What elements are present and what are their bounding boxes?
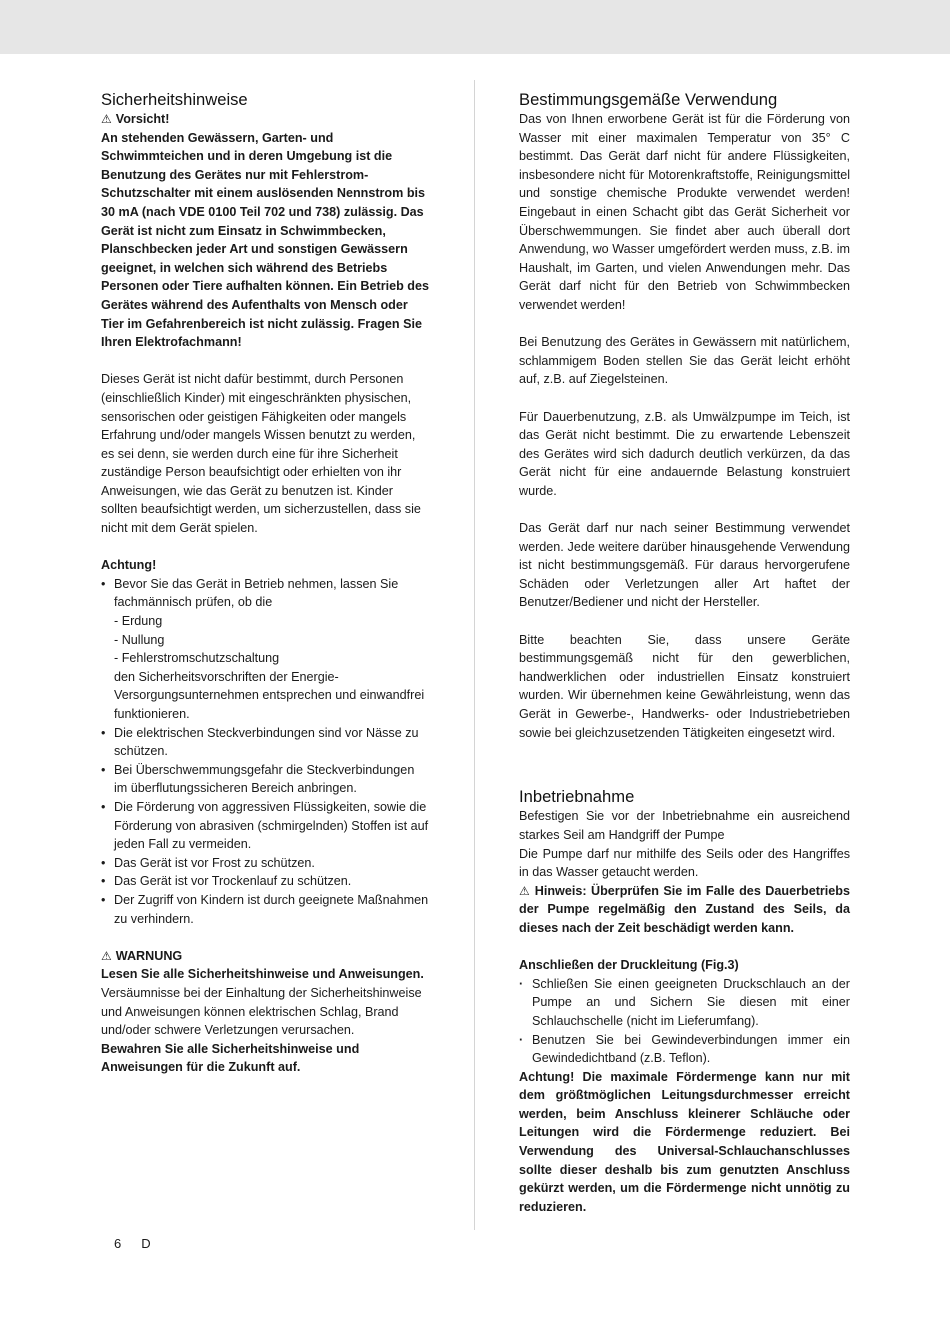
warning-final: Bewahren Sie alle Sicherheitshinweise und Anweisungen für die Zukunft auf.	[101, 1041, 360, 1075]
right-column	[519, 90, 850, 1216]
column-divider	[474, 80, 475, 1230]
sub-item: - Nullung	[114, 632, 165, 647]
warning-bold-text: Lesen Sie alle Sicherheitshinweise und Anweisungen.	[101, 967, 424, 982]
persons-paragraph: Dieses Gerät ist nicht dafür bestimmt, durch Personen (einschließlich Kinder) mit eingeschränkten physischen, sensorischen oder geistigen Fähigkeiten oder mangels Erfahrung und/oder mangels Wissen benutzt zu werden, es sei denn, sie werden durch eine für ihre Sicherheit zuständige Person beaufsichtigt oder erhielten von ihr Anweisungen, wie das Gerät zu benutzen ist. Kinder sollten beaufsichtigt werden, um sicherzustellen, dass sie nicht mit dem Gerät spielen.	[101, 372, 421, 536]
hint-text: Hinweis: Überprüfen Sie im Falle des Dauerbetriebs der Pumpe regelmäßig den Zustand des Seils, da dieses nach der Zeit beschädigt werden kann.	[519, 883, 850, 935]
list-item: · Benutzen Sie bei Gewindeverbindungen immer ein Gewindedichtband (z.B. Teflon).	[519, 1031, 850, 1068]
sub-item: - Fehlerstromschutzschaltung	[114, 651, 280, 666]
sub-item: - Erdung	[114, 614, 163, 629]
pressure-line-list	[519, 975, 850, 1068]
paragraph-liability: Das Gerät darf nur nach seiner Bestimmung verwendet werden. Jede weitere darüber hinausgehende Verwendung ist nicht bestimmungsgemäß. Für daraus hervorgerufene Schäden oder Verletzungen aller Art haftet der Benutzer/Bediener und nicht der Hersteller.	[519, 521, 850, 610]
hint-paragraph	[519, 882, 850, 938]
left-column	[101, 90, 431, 1077]
paragraph-commercial: Bitte beachten Sie, dass unsere Geräte bestimmungsgemäß nicht für den gewerblichen, handwerklichen oder industriellen Einsatz konstruiert wurden. Wir übernehmen keine Gewährleistung, wenn das Gerät in Gewerbe-, Handwerks- oder Industriebetrieben sowie bei gleichzusetzenden Tätigkeiten eingesetzt wird.	[519, 632, 850, 740]
warning-text: Versäumnisse bei der Einhaltung der Sicherheitshinweise und Anweisungen können elektrischen Schlag, Brand und/oder schwere Verletzungen verursachen.	[101, 985, 422, 1038]
warning-triangle-icon: ⚠	[101, 112, 112, 126]
list-item: • Bei Überschwemmungsgefahr die Steckverbindungen im überflutungssicheren Bereich anbringen.	[101, 761, 431, 798]
paragraph-intended-use: Das von Ihnen erworbene Gerät ist für die Förderung von Wasser mit einer maximalen Temperatur von 35° C bestimmt. Das Gerät darf nicht für andere Flüssigkeiten, insbesondere nicht für Motorenkraftstoffe, Reinigungsmittel und sonstige chemische Produkte verwendet werden! Eingebaut in einen Schacht gibt das Gerät Sicherheit vor Überschwemmungen. Sie findet aber auch überall dort Anwendung, wo Wasser umgefördert werden muss, z.B. im Haushalt, im Garten, und vielen Anwendungen mehr. Das Gerät darf nicht für den Betrieb von Schwimmbecken verwendet werden!	[519, 112, 850, 312]
warning-triangle-icon: ⚠	[101, 948, 112, 963]
list-item: • Der Zugriff von Kindern ist durch geeignete Maßnahmen zu verhindern.	[101, 891, 431, 928]
paragraph-immersion: Die Pumpe darf nur mithilfe des Seils oder des Hangriffes in das Wasser getaucht werden.	[519, 846, 850, 880]
list-item-outro: den Sicherheitsvorschriften der Energie-Versorgungsunternehmen entsprechen und einwandfrei funktionieren.	[114, 669, 425, 721]
warning-label	[101, 947, 431, 966]
sub-heading-pressure-line: Anschließen der Druckleitung (Fig.3)	[519, 958, 739, 973]
section-heading-safety: Sicherheitshinweise	[101, 90, 248, 109]
list-item: • Die elektrischen Steckverbindungen sind vor Nässe zu schützen.	[101, 724, 431, 761]
page-number: 6	[114, 1236, 122, 1251]
list-item	[101, 575, 431, 724]
final-notice: Achtung! Die maximale Fördermenge kann nur mit dem größtmöglichen Leitungsdurchmesser erreicht werden, beim Anschluss kleinerer Schläuche oder Leitungen wird die Fördermenge reduziert. Bei Verwendung des Universal-Schlauchanschlusses sollte dieser deshalb bis zum genutzten Anschluss gekürzt werden, um die Fördermenge nicht unnötig zu reduzieren.	[519, 1069, 850, 1214]
warning-triangle-icon: ⚠	[519, 883, 531, 898]
top-bar	[0, 0, 950, 54]
caution-label-text: Vorsicht!	[115, 112, 170, 126]
language-code: D	[141, 1236, 151, 1251]
warning-label-text: WARNUNG	[115, 948, 183, 963]
list-item: • Das Gerät ist vor Frost zu schützen.	[101, 854, 431, 873]
achtung-label: Achtung!	[101, 558, 157, 573]
section-heading-commissioning: Inbetriebnahme	[519, 787, 635, 807]
list-item: · Schließen Sie einen geeigneten Druckschlauch an der Pumpe an und Sichern Sie diesen mit einer Schlauchschelle (nicht im Lieferumfang).	[519, 975, 850, 1031]
warning-paragraph	[101, 965, 431, 1039]
page-footer	[114, 1236, 171, 1251]
paragraph-rope: Befestigen Sie vor der Inbetriebnahme ein ausreichend starkes Seil am Handgriff der Pumpe	[519, 809, 850, 842]
caution-block: An stehenden Gewässern, Garten- und Schwimmteichen und in deren Umgebung ist die Benutzung des Gerätes nur mit Fehlerstrom- Schutzschalter mit einem auslösenden Nennstrom bis 30 mA (nach VDE 0100 Teil 702 und 738) zulässig. Das Gerät ist nicht zum Einsatz in Schwimmbecken, Planschbecken jeder Art und sonstigen Gewässern geeignet, in welchen sich während des Betriebs Personen oder Tiere aufhalten können. Ein Betrieb des Gerätes während des Aufenthalts von Mensch oder Tier im Gefahrenbereich ist nicht zulässig. Fragen Sie Ihren Elektrofachmann!	[101, 130, 429, 350]
list-item-text: Bevor Sie das Gerät in Betrieb nehmen, lassen Sie fachmännisch prüfen, ob die	[114, 576, 399, 610]
paragraph-continuous-use: Für Dauerbenutzung, z.B. als Umwälzpumpe im Teich, ist das Gerät nicht bestimmt. Die zu erwartende Lebenszeit des Gerätes wird sich dadurch deutlich verkürzen, da das Gerät nicht für eine andauernde Belastung konstruiert wurde.	[519, 409, 850, 498]
list-item: • Das Gerät ist vor Trockenlauf zu schützen.	[101, 872, 431, 891]
caution-label	[101, 110, 431, 129]
section-heading-intended-use: Bestimmungsgemäße Verwendung	[519, 90, 778, 109]
safety-bullet-list	[101, 575, 431, 928]
list-item: • Die Förderung von aggressiven Flüssigkeiten, sowie die Förderung von abrasiven (schmirgelnden) Stoffen ist auf jeden Fall zu vermeiden.	[101, 798, 431, 854]
paragraph-muddy-ground: Bei Benutzung des Gerätes in Gewässern mit natürlichem, schlammigem Boden stellen Sie das Gerät leicht erhöht auf, z.B. auf Ziegelsteinen.	[519, 335, 850, 387]
